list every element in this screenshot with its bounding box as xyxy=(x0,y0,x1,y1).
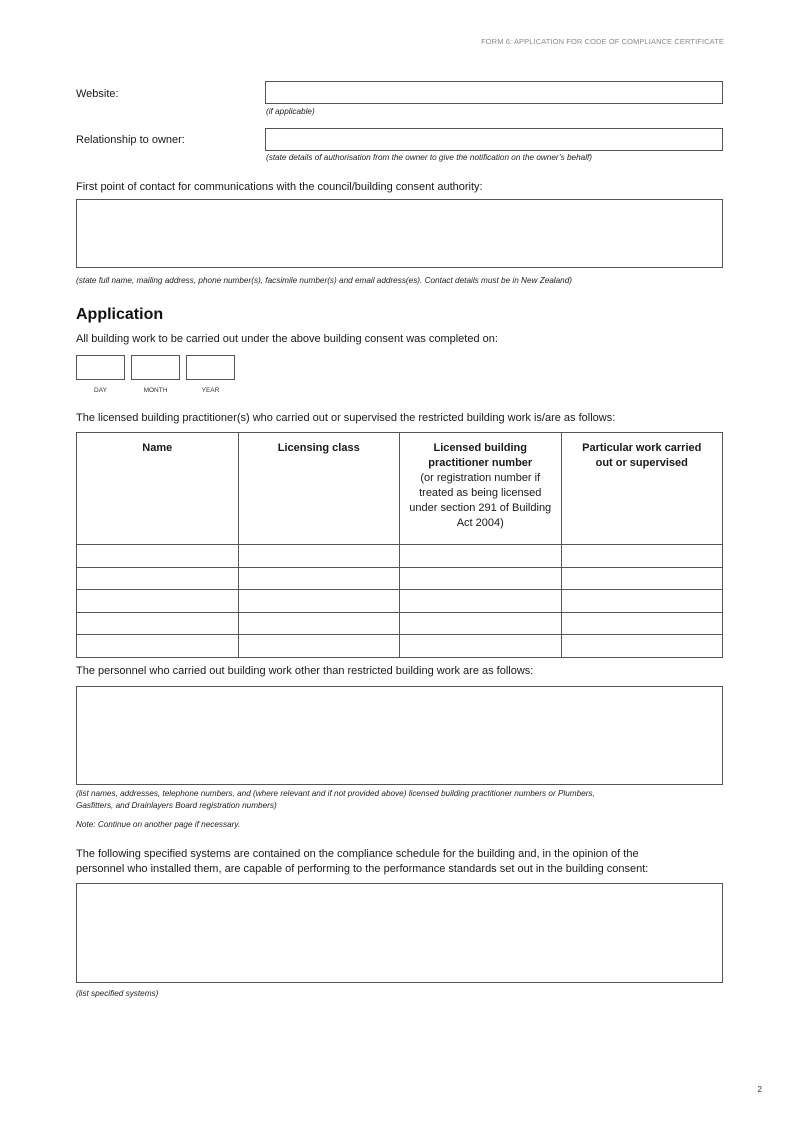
cell-particular-work[interactable] xyxy=(561,567,723,590)
day-input[interactable] xyxy=(76,355,125,380)
cell-lbp-number[interactable] xyxy=(400,567,562,590)
systems-label-line1: The following specified systems are contained on the compliance schedule for the building and, in the opinion of the xyxy=(76,848,639,860)
website-label: Website: xyxy=(76,88,119,100)
contact-textarea[interactable] xyxy=(76,199,723,268)
col-header-lbp-number: Licensed building practitioner number (or registration number if treated as being licensed under section 291 of Building Act 2004) xyxy=(400,433,562,545)
personnel-hint-line1: (list names, addresses, telephone numbers, and (where relevant and if not provided above) licensed building practitioner numbers or Plumbers, xyxy=(76,789,595,798)
cell-name[interactable] xyxy=(77,567,239,590)
relationship-hint: (state details of authorisation from the owner to give the notification on the owner’s behalf) xyxy=(266,153,593,162)
application-heading: Application xyxy=(76,306,164,323)
cell-particular-work[interactable] xyxy=(561,612,723,635)
table-row xyxy=(77,590,723,613)
lbp-table xyxy=(76,432,723,658)
cell-particular-work[interactable] xyxy=(561,635,723,658)
personnel-textarea[interactable] xyxy=(76,686,723,785)
cell-licensing-class[interactable] xyxy=(238,590,400,613)
cell-licensing-class[interactable] xyxy=(238,545,400,568)
systems-textarea[interactable] xyxy=(76,883,723,983)
cell-name[interactable] xyxy=(77,635,239,658)
form-header-title: FORM 6: APPLICATION FOR CODE OF COMPLIANCE CERTIFICATE xyxy=(481,37,724,46)
cell-name[interactable] xyxy=(77,612,239,635)
cell-name[interactable] xyxy=(77,545,239,568)
completed-date-label: All building work to be carried out under the above building consent was completed on: xyxy=(76,333,498,345)
table-row xyxy=(77,612,723,635)
cell-lbp-number[interactable] xyxy=(400,545,562,568)
month-label: MONTH xyxy=(143,387,168,394)
systems-hint: (list specified systems) xyxy=(76,989,159,998)
cell-particular-work[interactable] xyxy=(561,545,723,568)
cell-licensing-class[interactable] xyxy=(238,612,400,635)
table-row xyxy=(77,635,723,658)
table-row xyxy=(77,545,723,568)
relationship-label: Relationship to owner: xyxy=(76,134,185,146)
contact-label: First point of contact for communications with the council/building consent authority: xyxy=(76,181,483,193)
website-hint: (if applicable) xyxy=(266,107,315,116)
website-input[interactable] xyxy=(265,81,723,104)
month-input[interactable] xyxy=(131,355,180,380)
col-header-particular-work: Particular work carried out or supervised xyxy=(561,433,723,545)
personnel-label: The personnel who carried out building work other than restricted building work are as follows: xyxy=(76,665,534,677)
day-label: DAY xyxy=(94,387,107,394)
year-input[interactable] xyxy=(186,355,235,380)
col-header-name: Name xyxy=(77,433,239,545)
col-header-licensing-class: Licensing class xyxy=(238,433,400,545)
cell-particular-work[interactable] xyxy=(561,590,723,613)
systems-label-line2: personnel who installed them, are capable of performing to the performance standards set out in the building consent: xyxy=(76,863,649,875)
cell-lbp-number[interactable] xyxy=(400,590,562,613)
continue-note: Note: Continue on another page if necessary. xyxy=(76,820,241,829)
cell-licensing-class[interactable] xyxy=(238,567,400,590)
personnel-hint-line2: Gasfitters, and Drainlayers Board registration numbers) xyxy=(76,801,277,810)
table-row xyxy=(77,567,723,590)
lbp-table-header-row xyxy=(77,433,723,545)
relationship-input[interactable] xyxy=(265,128,723,151)
page-number: 2 xyxy=(757,1085,762,1094)
contact-hint: (state full name, mailing address, phone number(s), facsimile number(s) and email address(es). Contact details must be in New Zealand) xyxy=(76,276,573,285)
cell-lbp-number[interactable] xyxy=(400,612,562,635)
cell-licensing-class[interactable] xyxy=(238,635,400,658)
lbp-intro: The licensed building practitioner(s) who carried out or supervised the restricted building work is/are as follows: xyxy=(76,412,616,424)
cell-name[interactable] xyxy=(77,590,239,613)
year-label: YEAR xyxy=(201,387,220,394)
cell-lbp-number[interactable] xyxy=(400,635,562,658)
